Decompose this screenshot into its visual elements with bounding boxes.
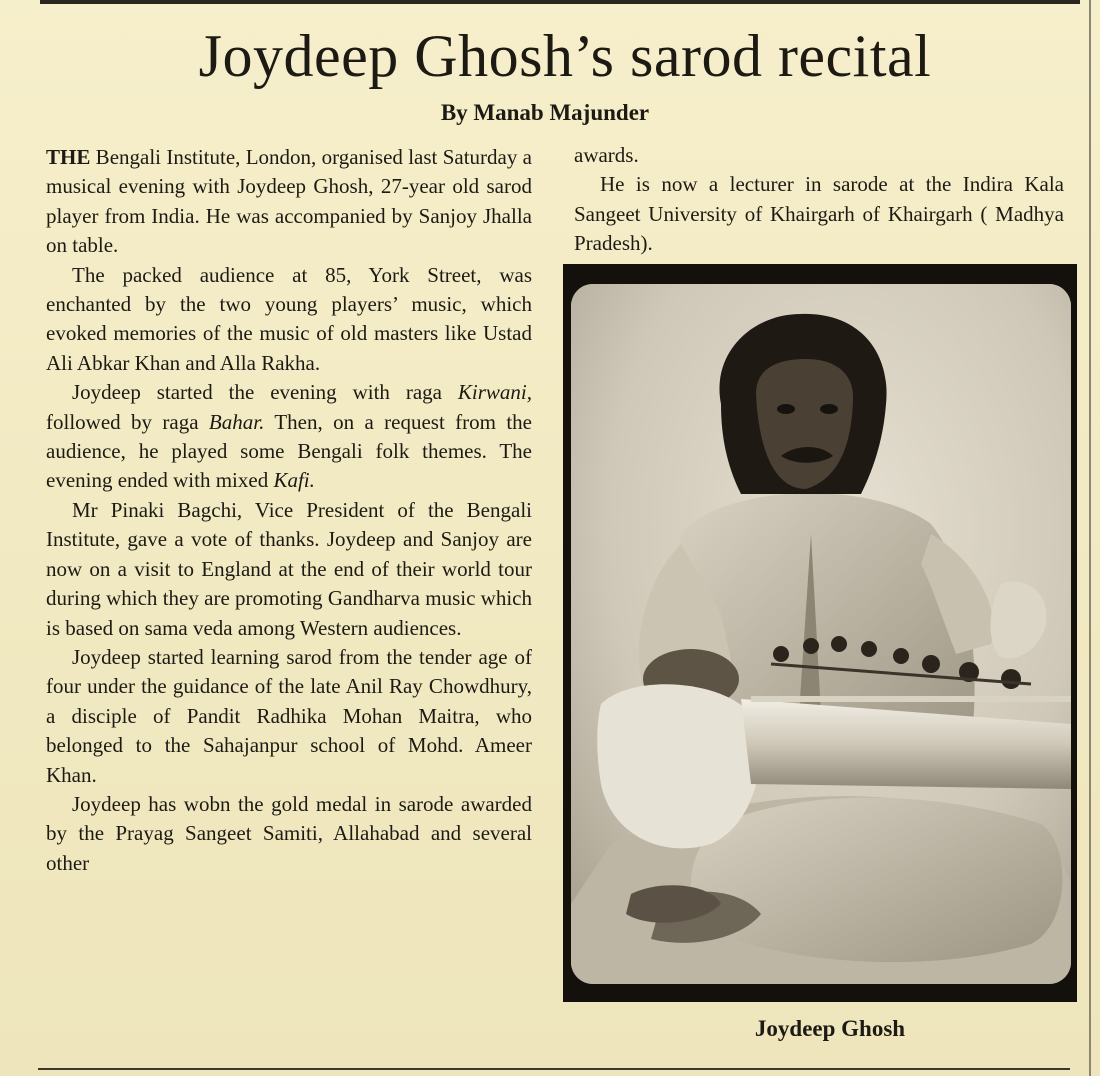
- paragraph-2: The packed audience at 85, York Street, was enchanted by the two young players’ music, which evoked memories of the music of old masters like Ustad Ali Abkar Khan and Alla Rakha.: [46, 262, 532, 375]
- byline: By Manab Majunder: [440, 100, 650, 125]
- raga-kirwani: Kirwani,: [457, 380, 532, 405]
- photo-frame: [563, 264, 1077, 1002]
- raga-bahar: Bahar.: [208, 409, 265, 434]
- photo-caption: Joydeep Ghosh: [754, 1016, 906, 1041]
- paragraph-5: Joydeep started learning sarod from the tender age of four under the guidance of the late Anil Ray Chowdhury, a disciple of Pandit Radhika Mohan Maitra, who belonged to the Sahajanpur school of Mohd. Ameer Khan.: [46, 644, 532, 787]
- paragraph-1: [46, 143, 532, 261]
- paragraph-3-text-b: followed by raga: [46, 409, 209, 434]
- paragraph-6-continued: awards.: [574, 143, 639, 167]
- raga-kafi: Kafi.: [273, 468, 315, 493]
- paragraph-7: He is now a lecturer in sarode at the Indira Kala Sangeet University of Khairgarh of Khairgarh ( Madhya Pradesh).: [574, 172, 1064, 256]
- paragraph-6: Joydeep has wobn the gold medal in sarode awarded by the Prayag Sangeet Samiti, Allahabad and several other: [46, 791, 532, 875]
- paragraph-3-text-a: Joydeep started the evening with raga: [72, 380, 458, 405]
- paragraph-1-text: Bengali Institute, London, organised last Saturday a musical evening with Joydeep Ghosh, 27-year old sarod player from India. He was accompanied by Sanjoy Jhalla on table.: [46, 145, 532, 258]
- article-column-right: [574, 141, 1064, 261]
- headline: Joydeep Ghosh’s sarod recital: [198, 23, 932, 89]
- bottom-rule: [38, 1068, 1070, 1070]
- musician-photo: [571, 284, 1071, 984]
- paragraph-4: Mr Pinaki Bagchi, Vice President of the Bengali Institute, gave a vote of thanks. Joydeep and Sanjoy are now on a visit to England at the end of their world tour during which they are promoting Gandharva music which is based on sama veda among Western audiences.: [46, 497, 532, 640]
- musician-photo-illustration: [571, 284, 1071, 984]
- paragraph-3-text-c: Then, on a request from the audience, he played some Bengali folk themes. The evening ended with mixed: [46, 409, 532, 493]
- top-rule: [40, 0, 1080, 4]
- lead-word: THE: [46, 145, 91, 169]
- paragraph-3: [46, 378, 532, 496]
- column-rule: [1089, 0, 1091, 1076]
- article-column-left: [46, 143, 532, 1058]
